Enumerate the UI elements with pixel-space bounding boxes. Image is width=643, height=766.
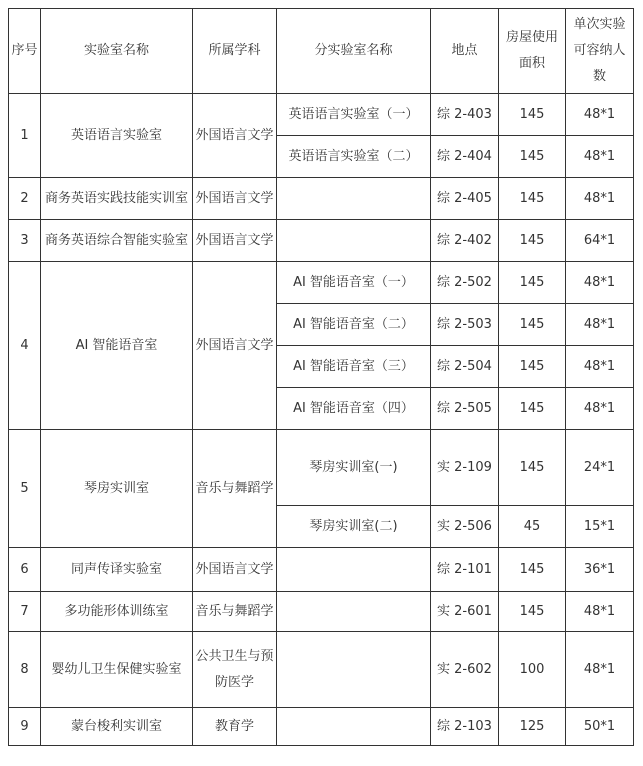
cell-discipline: 外国语言文学 [193,548,277,592]
cell-discipline: 音乐与舞蹈学 [193,430,277,548]
cell-sub-lab: AI 智能语音室（三） [277,346,431,388]
table-row [9,632,634,708]
header-lab-name: 实验室名称 [41,9,193,94]
cell-no: 9 [9,708,41,746]
table-row [9,430,634,506]
cell-no: 6 [9,548,41,592]
cell-no: 1 [9,94,41,178]
cell-capacity: 15*1 [566,506,634,548]
cell-capacity: 48*1 [566,178,634,220]
cell-location: 实 2-506 [431,506,499,548]
cell-area: 145 [499,136,566,178]
cell-sub-lab: 琴房实训室(二) [277,506,431,548]
cell-discipline: 外国语言文学 [193,262,277,430]
header-capacity: 单次实验可容纳人数 [566,9,634,94]
cell-lab-name: 蒙台梭利实训室 [41,708,193,746]
cell-lab-name: 多功能形体训练室 [41,592,193,632]
cell-area: 145 [499,548,566,592]
cell-area: 145 [499,430,566,506]
cell-location: 综 2-405 [431,178,499,220]
cell-area: 145 [499,592,566,632]
header-area: 房屋使用面积 [499,9,566,94]
cell-lab-name: 琴房实训室 [41,430,193,548]
cell-sub-lab: AI 智能语音室（一） [277,262,431,304]
cell-lab-name: 商务英语实践技能实训室 [41,178,193,220]
cell-sub-lab [277,178,431,220]
cell-area: 145 [499,346,566,388]
table-row [9,708,634,746]
cell-discipline: 音乐与舞蹈学 [193,592,277,632]
cell-lab-name: 商务英语综合智能实验室 [41,220,193,262]
cell-location: 综 2-404 [431,136,499,178]
cell-no: 7 [9,592,41,632]
cell-capacity: 48*1 [566,94,634,136]
cell-sub-lab: 英语语言实验室（一） [277,94,431,136]
header-row [9,9,634,94]
cell-location: 综 2-403 [431,94,499,136]
header-location: 地点 [431,9,499,94]
cell-location: 实 2-109 [431,430,499,506]
cell-lab-name: 英语语言实验室 [41,94,193,178]
cell-location: 综 2-402 [431,220,499,262]
cell-location: 综 2-103 [431,708,499,746]
cell-sub-lab: 琴房实训室(一) [277,430,431,506]
cell-area: 125 [499,708,566,746]
cell-no: 2 [9,178,41,220]
cell-sub-lab [277,632,431,708]
table-row [9,262,634,304]
cell-location: 综 2-502 [431,262,499,304]
cell-location: 综 2-101 [431,548,499,592]
cell-location: 综 2-503 [431,304,499,346]
cell-sub-lab [277,592,431,632]
cell-no: 4 [9,262,41,430]
cell-sub-lab [277,708,431,746]
cell-sub-lab [277,548,431,592]
cell-area: 45 [499,506,566,548]
cell-discipline: 外国语言文学 [193,220,277,262]
cell-area: 145 [499,304,566,346]
cell-discipline: 教育学 [193,708,277,746]
header-no: 序号 [9,9,41,94]
cell-location: 综 2-505 [431,388,499,430]
cell-capacity: 48*1 [566,592,634,632]
header-sub-lab-name: 分实验室名称 [277,9,431,94]
table-row [9,178,634,220]
cell-area: 145 [499,178,566,220]
cell-area: 100 [499,632,566,708]
cell-capacity: 48*1 [566,136,634,178]
table-row [9,592,634,632]
cell-location: 实 2-601 [431,592,499,632]
table-row [9,548,634,592]
header-discipline: 所属学科 [193,9,277,94]
cell-discipline: 外国语言文学 [193,94,277,178]
cell-area: 145 [499,220,566,262]
cell-sub-lab: 英语语言实验室（二） [277,136,431,178]
cell-area: 145 [499,262,566,304]
cell-capacity: 48*1 [566,262,634,304]
cell-lab-name: AI 智能语音室 [41,262,193,430]
cell-capacity: 36*1 [566,548,634,592]
cell-discipline: 公共卫生与预防医学 [193,632,277,708]
cell-location: 实 2-602 [431,632,499,708]
cell-capacity: 50*1 [566,708,634,746]
cell-capacity: 48*1 [566,304,634,346]
cell-sub-lab [277,220,431,262]
cell-capacity: 64*1 [566,220,634,262]
cell-area: 145 [499,94,566,136]
cell-lab-name: 婴幼儿卫生保健实验室 [41,632,193,708]
cell-capacity: 48*1 [566,632,634,708]
cell-no: 3 [9,220,41,262]
cell-capacity: 48*1 [566,346,634,388]
cell-location: 综 2-504 [431,346,499,388]
cell-capacity: 48*1 [566,388,634,430]
cell-discipline: 外国语言文学 [193,178,277,220]
table-row [9,220,634,262]
cell-area: 145 [499,388,566,430]
cell-no: 5 [9,430,41,548]
cell-capacity: 24*1 [566,430,634,506]
cell-no: 8 [9,632,41,708]
cell-sub-lab: AI 智能语音室（二） [277,304,431,346]
cell-sub-lab: AI 智能语音室（四） [277,388,431,430]
cell-lab-name: 同声传译实验室 [41,548,193,592]
table-row [9,94,634,136]
laboratory-table [8,8,634,746]
